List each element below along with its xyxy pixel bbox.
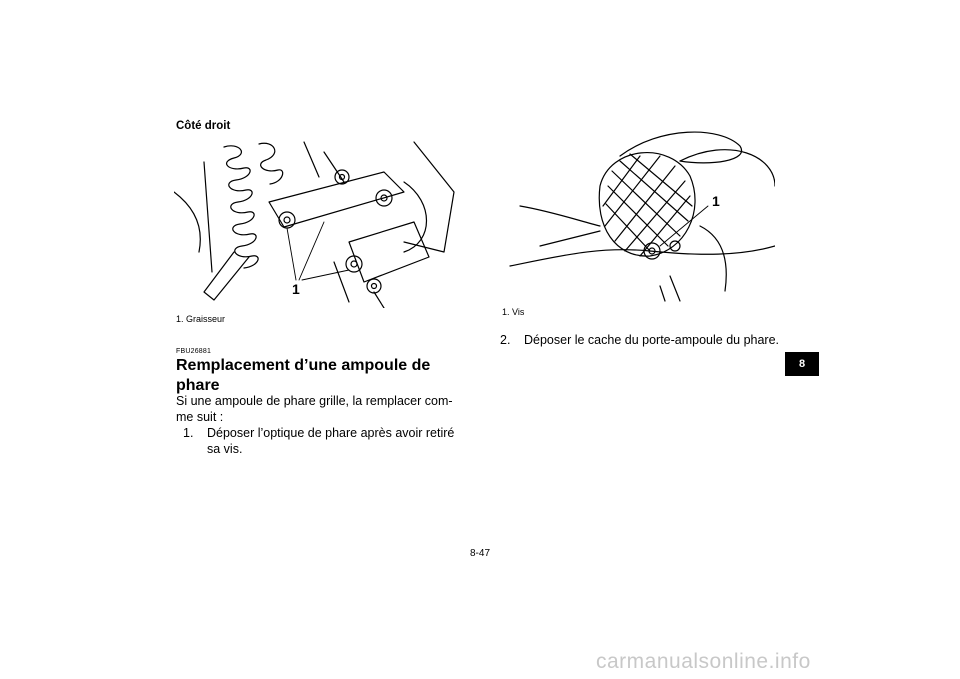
page-number: 8-47: [469, 548, 490, 559]
section-heading: [176, 356, 476, 396]
step-1-line-1: Déposer l’optique de phare après avoir retiré: [207, 426, 455, 440]
step-2: [500, 333, 779, 347]
figure2-callout: 1: [712, 193, 720, 209]
headlight-illustration: [500, 126, 775, 306]
heading-line-1: Remplacement d’une ampoule de: [176, 357, 431, 374]
section-code: FBU26881: [176, 348, 212, 355]
figure1-caption: 1. Graisseur: [176, 314, 226, 324]
watermark: carmanualsonline.info: [596, 650, 811, 673]
intro-line-1: Si une ampoule de phare grille, la remplacer com-: [176, 394, 453, 408]
intro-line-2: me suit :: [176, 410, 224, 424]
step-2-number: 2.: [500, 333, 511, 347]
intro-paragraph: [176, 393, 466, 425]
heading-line-2: phare: [176, 377, 220, 394]
step-2-text: Déposer le cache du porte-ampoule du phare.: [524, 333, 780, 347]
figure2-caption: 1. Vis: [502, 307, 525, 317]
figure-subtitle: Côté droit: [176, 120, 231, 132]
grease-fitting-illustration: [174, 132, 464, 308]
step-1-line-2: sa vis.: [207, 442, 243, 456]
step-1-number: 1.: [183, 426, 194, 440]
figure1-callout: 1: [292, 281, 300, 297]
chapter-tab: 8: [785, 352, 819, 376]
